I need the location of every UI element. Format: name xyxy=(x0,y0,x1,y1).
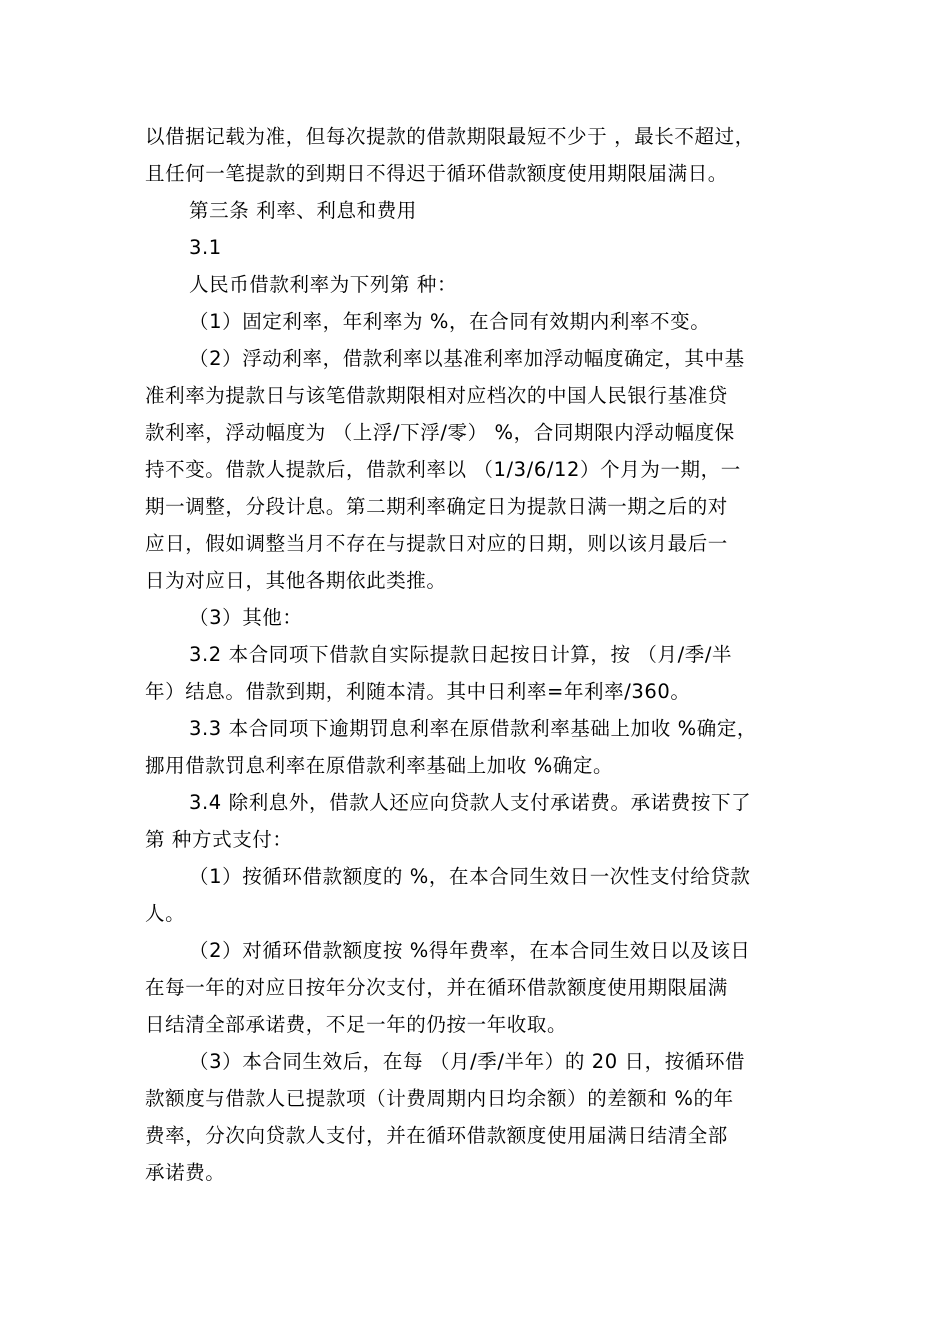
text-line: 承诺费。 xyxy=(145,1161,226,1184)
text-line: 且任何一笔提款的到期日不得迟于循环借款额度使用期限届满日。 xyxy=(145,162,728,185)
text-line: 人。 xyxy=(145,902,186,925)
text-line: 应日，假如调整当月不存在与提款日对应的日期，则以该月最后一 xyxy=(145,532,728,555)
text-line: 费率，分次向贷款人支付，并在循环借款额度使用届满日结清全部 xyxy=(145,1124,728,1147)
text-line: （2）对循环借款额度按 %得年费率，在本合同生效日以及该日 xyxy=(189,939,751,962)
text-line: 持不变。借款人提款后，借款利率以 （1/3/6/12）个月为一期，一 xyxy=(145,458,741,481)
text-line: 款额度与借款人已提款项（计费周期内日均余额）的差额和 %的年 xyxy=(145,1087,734,1110)
text-line: 人民币借款利率为下列第 种： xyxy=(189,273,458,296)
text-line: 日为对应日，其他各期依此类推。 xyxy=(145,569,447,592)
text-line: （3）其他： xyxy=(189,606,303,629)
text-line: （1）按循环借款额度的 %，在本合同生效日一次性支付给贷款 xyxy=(189,865,751,888)
text-line: 3.3 本合同项下逾期罚息利率在原借款利率基础上加收 %确定， xyxy=(189,717,758,740)
text-line: 日结清全部承诺费，不足一年的仍按一年收取。 xyxy=(145,1013,568,1036)
clause-number: 3.1 xyxy=(189,236,222,259)
text-line: （2）浮动利率，借款利率以基准利率加浮动幅度确定，其中基 xyxy=(189,347,745,370)
text-line: 在每一年的对应日按年分次支付，并在循环借款额度使用期限届满 xyxy=(145,976,728,999)
text-line: 以借据记载为准，但每次提款的借款期限最短不少于 ，最长不超过， xyxy=(145,125,755,148)
text-line: 3.4 除利息外，借款人还应向贷款人支付承诺费。承诺费按下了 xyxy=(189,791,752,814)
text-line: 准利率为提款日与该笔借款期限相对应档次的中国人民银行基准贷 xyxy=(145,384,728,407)
text-line: 款利率，浮动幅度为 （上浮/下浮/零） %，合同期限内浮动幅度保 xyxy=(145,421,735,444)
text-line: （3）本合同生效后，在每 （月/季/半年）的 20 日，按循环借 xyxy=(189,1050,746,1073)
section-heading: 第三条 利率、利息和费用 xyxy=(189,199,417,222)
text-line: 3.2 本合同项下借款自实际提款日起按日计算，按 （月/季/半 xyxy=(189,643,733,666)
text-line: 年）结息。借款到期，利随本清。其中日利率=年利率/360。 xyxy=(145,680,691,703)
text-line: （1）固定利率，年利率为 %，在合同有效期内利率不变。 xyxy=(189,310,711,333)
text-line: 期一调整，分段计息。第二期利率确定日为提款日满一期之后的对 xyxy=(145,495,728,518)
text-line: 挪用借款罚息利率在原借款利率基础上加收 %确定。 xyxy=(145,754,614,777)
text-line: 第 种方式支付： xyxy=(145,828,293,851)
